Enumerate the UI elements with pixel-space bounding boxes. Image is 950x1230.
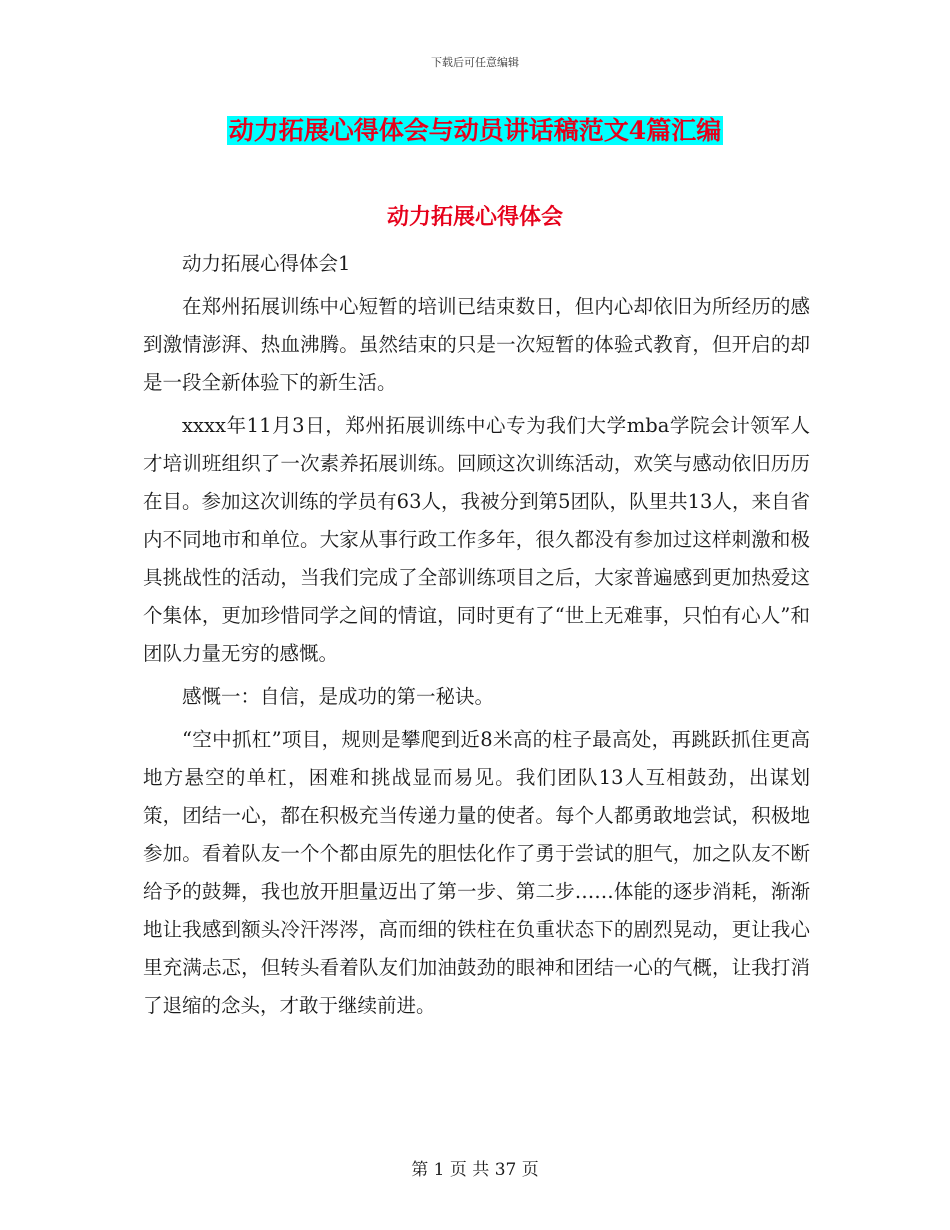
document-title (0, 112, 950, 150)
document-title-text: 动力拓展心得体会与动员讲话稿范文4篇汇编 (228, 116, 722, 145)
paragraph: xxxx年11月3日，郑州拓展训练中心专为我们大学mba学院会计领军人才培训班组织了一次素养拓展训练。回顾这次训练活动，欢笑与感动依旧历历在目。参加这次训练的学员有63人，我被分到第5团队，队里共13人，来自省内不同地市和单位。大家从事行政工作多年，很久都没有参加过这样刺激和极具挑战性的活动，当我们完成了全部训练项目之后，大家普遍感到更加热爱这个集体，更加珍惜同学之间的情谊，同时更有了“世上无难事，只怕有心人”和团队力量无穷的感慨。 (143, 414, 810, 665)
page-number: 第 1 页 共 37 页 (411, 1160, 539, 1180)
paragraph: 在郑州拓展训练中心短暂的培训已结束数日，但内心却依旧为所经历的感到激情澎湃、热血沸腾。虽然结束的只是一次短暂的体验式教育，但开启的却是一段全新体验下的新生活。 (143, 295, 810, 394)
section-title: 动力拓展心得体会 (386, 204, 563, 230)
paragraph: “空中抓杠”项目，规则是攀爬到近8米高的柱子最高处，再跳跃抓住更高地方悬空的单杠，困难和挑战显而易见。我们团队13人互相鼓劲，出谋划策，团结一心，都在积极充当传递力量的使者。每个人都勇敢地尝试，积极地参加。看着队友一个个都由原先的胆怯化作了勇于尝试的胆气，加之队友不断给予的鼓舞，我也放开胆量迈出了第一步、第二步……体能的逐步消耗，渐渐地让我感到额头冷汗涔涔，高而细的铁柱在负重状态下的剧烈晃动，更让我心里充满忐忑，但转头看着队友们加油鼓劲的眼神和团结一心的气概，让我打消了退缩的念头，才敢于继续前进。 (143, 728, 810, 1017)
page-header-note: 下载后可任意编辑 (431, 56, 519, 69)
document-body (143, 245, 810, 1030)
paragraph-subheading: 感慨一：自信，是成功的第一秘诀。 (182, 685, 495, 708)
paragraph-subheading: 动力拓展心得体会1 (182, 252, 351, 275)
